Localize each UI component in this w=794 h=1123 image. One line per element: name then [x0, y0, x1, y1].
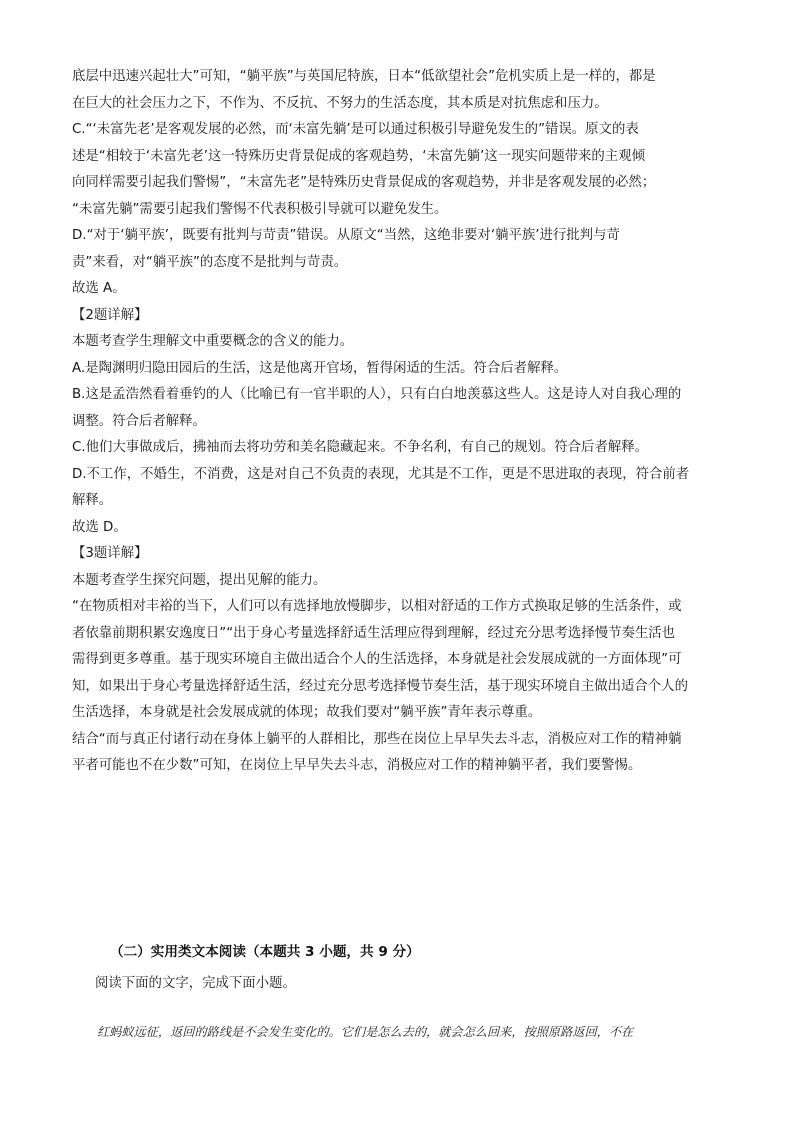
text-line: C.“‘未富先老’是客观发展的必然，而‘未富先躺’是可以通过积极引导避免发生的”错误。原文的表	[72, 122, 639, 137]
reading-instruction: 阅读下面的文字，完成下面小题。	[95, 976, 296, 991]
passage-first-line: 红蚂蚁远征，返回的路线是不会发生变化的。它们是怎么去的，就会怎么回来，按照原路返回，不在	[97, 1025, 634, 1039]
answer-explanation-body	[72, 64, 732, 780]
text-line: 生活选择，本身就是社会发展成就的体现；故我们要对“躺平族”青年表示尊重。	[72, 705, 542, 720]
text-line: A.是陶渊明归隐田园后的生活，这是他离开官场，暂得闲适的生活。符合后者解释。	[72, 360, 568, 376]
text-line: 本题考查学生探究问题，提出见解的能力。	[72, 572, 327, 588]
text-line: 向同样需要引起我们警惕”，“未富先老”是特殊历史背景促成的客观趋势，并非是客观发展的必然；	[72, 175, 656, 190]
text-line: 底层中迅速兴起壮大”可知，“躺平族”与英国尼特族，日本“低欲望社会”危机实质上是一样的，都是	[72, 69, 656, 84]
text-line: 【2题详解】	[72, 307, 148, 323]
text-line: D.不工作，不婚生，不消费，这是对自己不负责的表现，尤其是不工作，更是不思进取的表现，符合前者	[72, 466, 690, 482]
text-line: 需得到更多尊重。基于现实环境自主做出适合个人的生活选择，本身就是社会发展成就的一方面体现”可	[72, 652, 682, 667]
text-line: 知，如果出于身心考量选择舒适生活，经过充分思考选择慢节奏生活，基于现实环境自主做出适合个人的	[72, 678, 688, 694]
text-line: 解释。	[72, 493, 113, 508]
text-line: 故选 A。	[72, 281, 126, 296]
text-line: 平者可能也不在少数”可知，在岗位上早早失去斗志，消极应对工作的精神躺平者，我们要警惕。	[72, 758, 642, 773]
text-line: C.他们大事做成后，拂袖而去将功劳和美名隐藏起来。不争名利，有自己的规划。符合后者解释。	[72, 440, 649, 455]
text-line: B.这是孟浩然看着垂钓的人（比喻已有一官半职的人），只有白白地羡慕这些人。这是诗人对自我心理的	[72, 387, 682, 402]
text-line: “未富先躺”需要引起我们警惕不代表积极引导就可以避免发生。	[72, 201, 448, 217]
text-line: 故选 D。	[72, 519, 127, 535]
text-line: 结合“而与真正付诸行动在身体上躺平的人群相比，那些在岗位上早早失去斗志，消极应对工作的精神躺	[72, 731, 682, 747]
text-line: D.“对于‘躺平族’，既要有批判与苛责”错误。从原文“当然，这绝非要对‘躺平族’进行批判与苛	[72, 228, 620, 243]
text-line: 责”来看，对“躺平族”的态度不是批判与苛责。	[72, 254, 348, 270]
text-line: 者依靠前期积累安逸度日”“出于身心考量选择舒适生活理应得到理解，经过充分思考选择慢节奏生活也	[72, 625, 676, 641]
text-line: 【3题详解】	[72, 546, 148, 561]
text-line: 本题考查学生理解文中重要概念的含义的能力。	[72, 334, 354, 349]
text-line: 在巨大的社会压力之下，不作为、不反抗、不努力的生活态度，其本质是对抗焦虑和压力。	[72, 95, 608, 111]
text-line: “在物质相对丰裕的当下，人们可以有选择地放慢脚步，以相对舒适的工作方式换取足够的生活条件，或	[72, 599, 682, 614]
text-line: 调整。符合后者解释。	[72, 413, 206, 429]
section-heading: （二）实用类文本阅读（本题共 3 小题，共 9 分）	[110, 944, 420, 960]
text-line: 述是“相较于‘未富先老’这一特殊历史背景促成的客观趋势，‘未富先躺’这一现实问题带来的主观倾	[72, 148, 645, 164]
